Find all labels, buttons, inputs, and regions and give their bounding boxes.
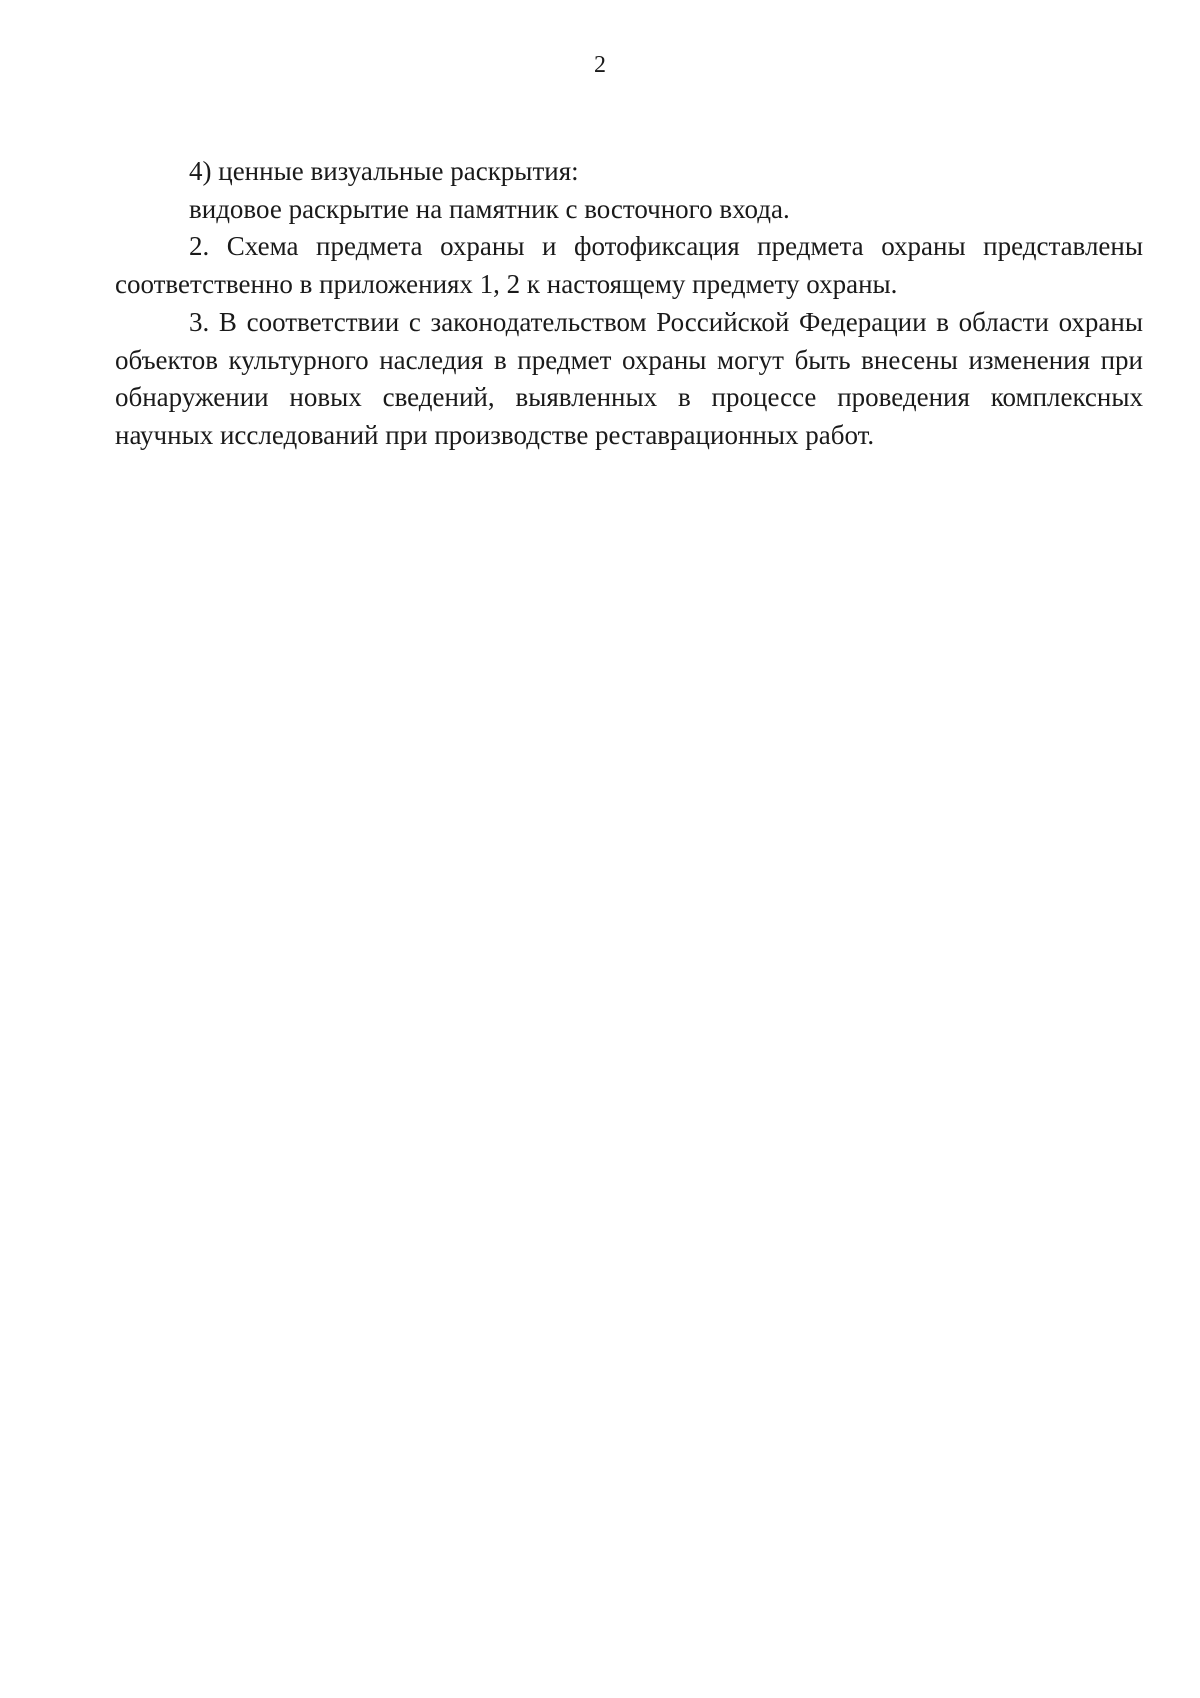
paragraph-visual-disclosures: 4) ценные визуальные раскрытия: bbox=[189, 156, 579, 186]
document-body bbox=[115, 153, 1143, 455]
paragraph-view-disclosure: видовое раскрытие на памятник с восточного входа. bbox=[189, 193, 790, 224]
page-number: 2 bbox=[594, 52, 606, 78]
paragraph-item-3: 3. В соответствии с законодательством Российской Федерации в области охраны объектов культурного наследия в предмет охраны могут быть внесены изменения при обнаружении новых сведений, выявленных в процессе проведения комплексных научных исследований при производстве реставрационных работ. bbox=[115, 306, 1143, 450]
paragraph-item-2: 2. Схема предмета охраны и фотофиксация предмета охраны представлены соответственно в приложениях 1, 2 к настоящему предмету охраны. bbox=[115, 231, 1143, 300]
